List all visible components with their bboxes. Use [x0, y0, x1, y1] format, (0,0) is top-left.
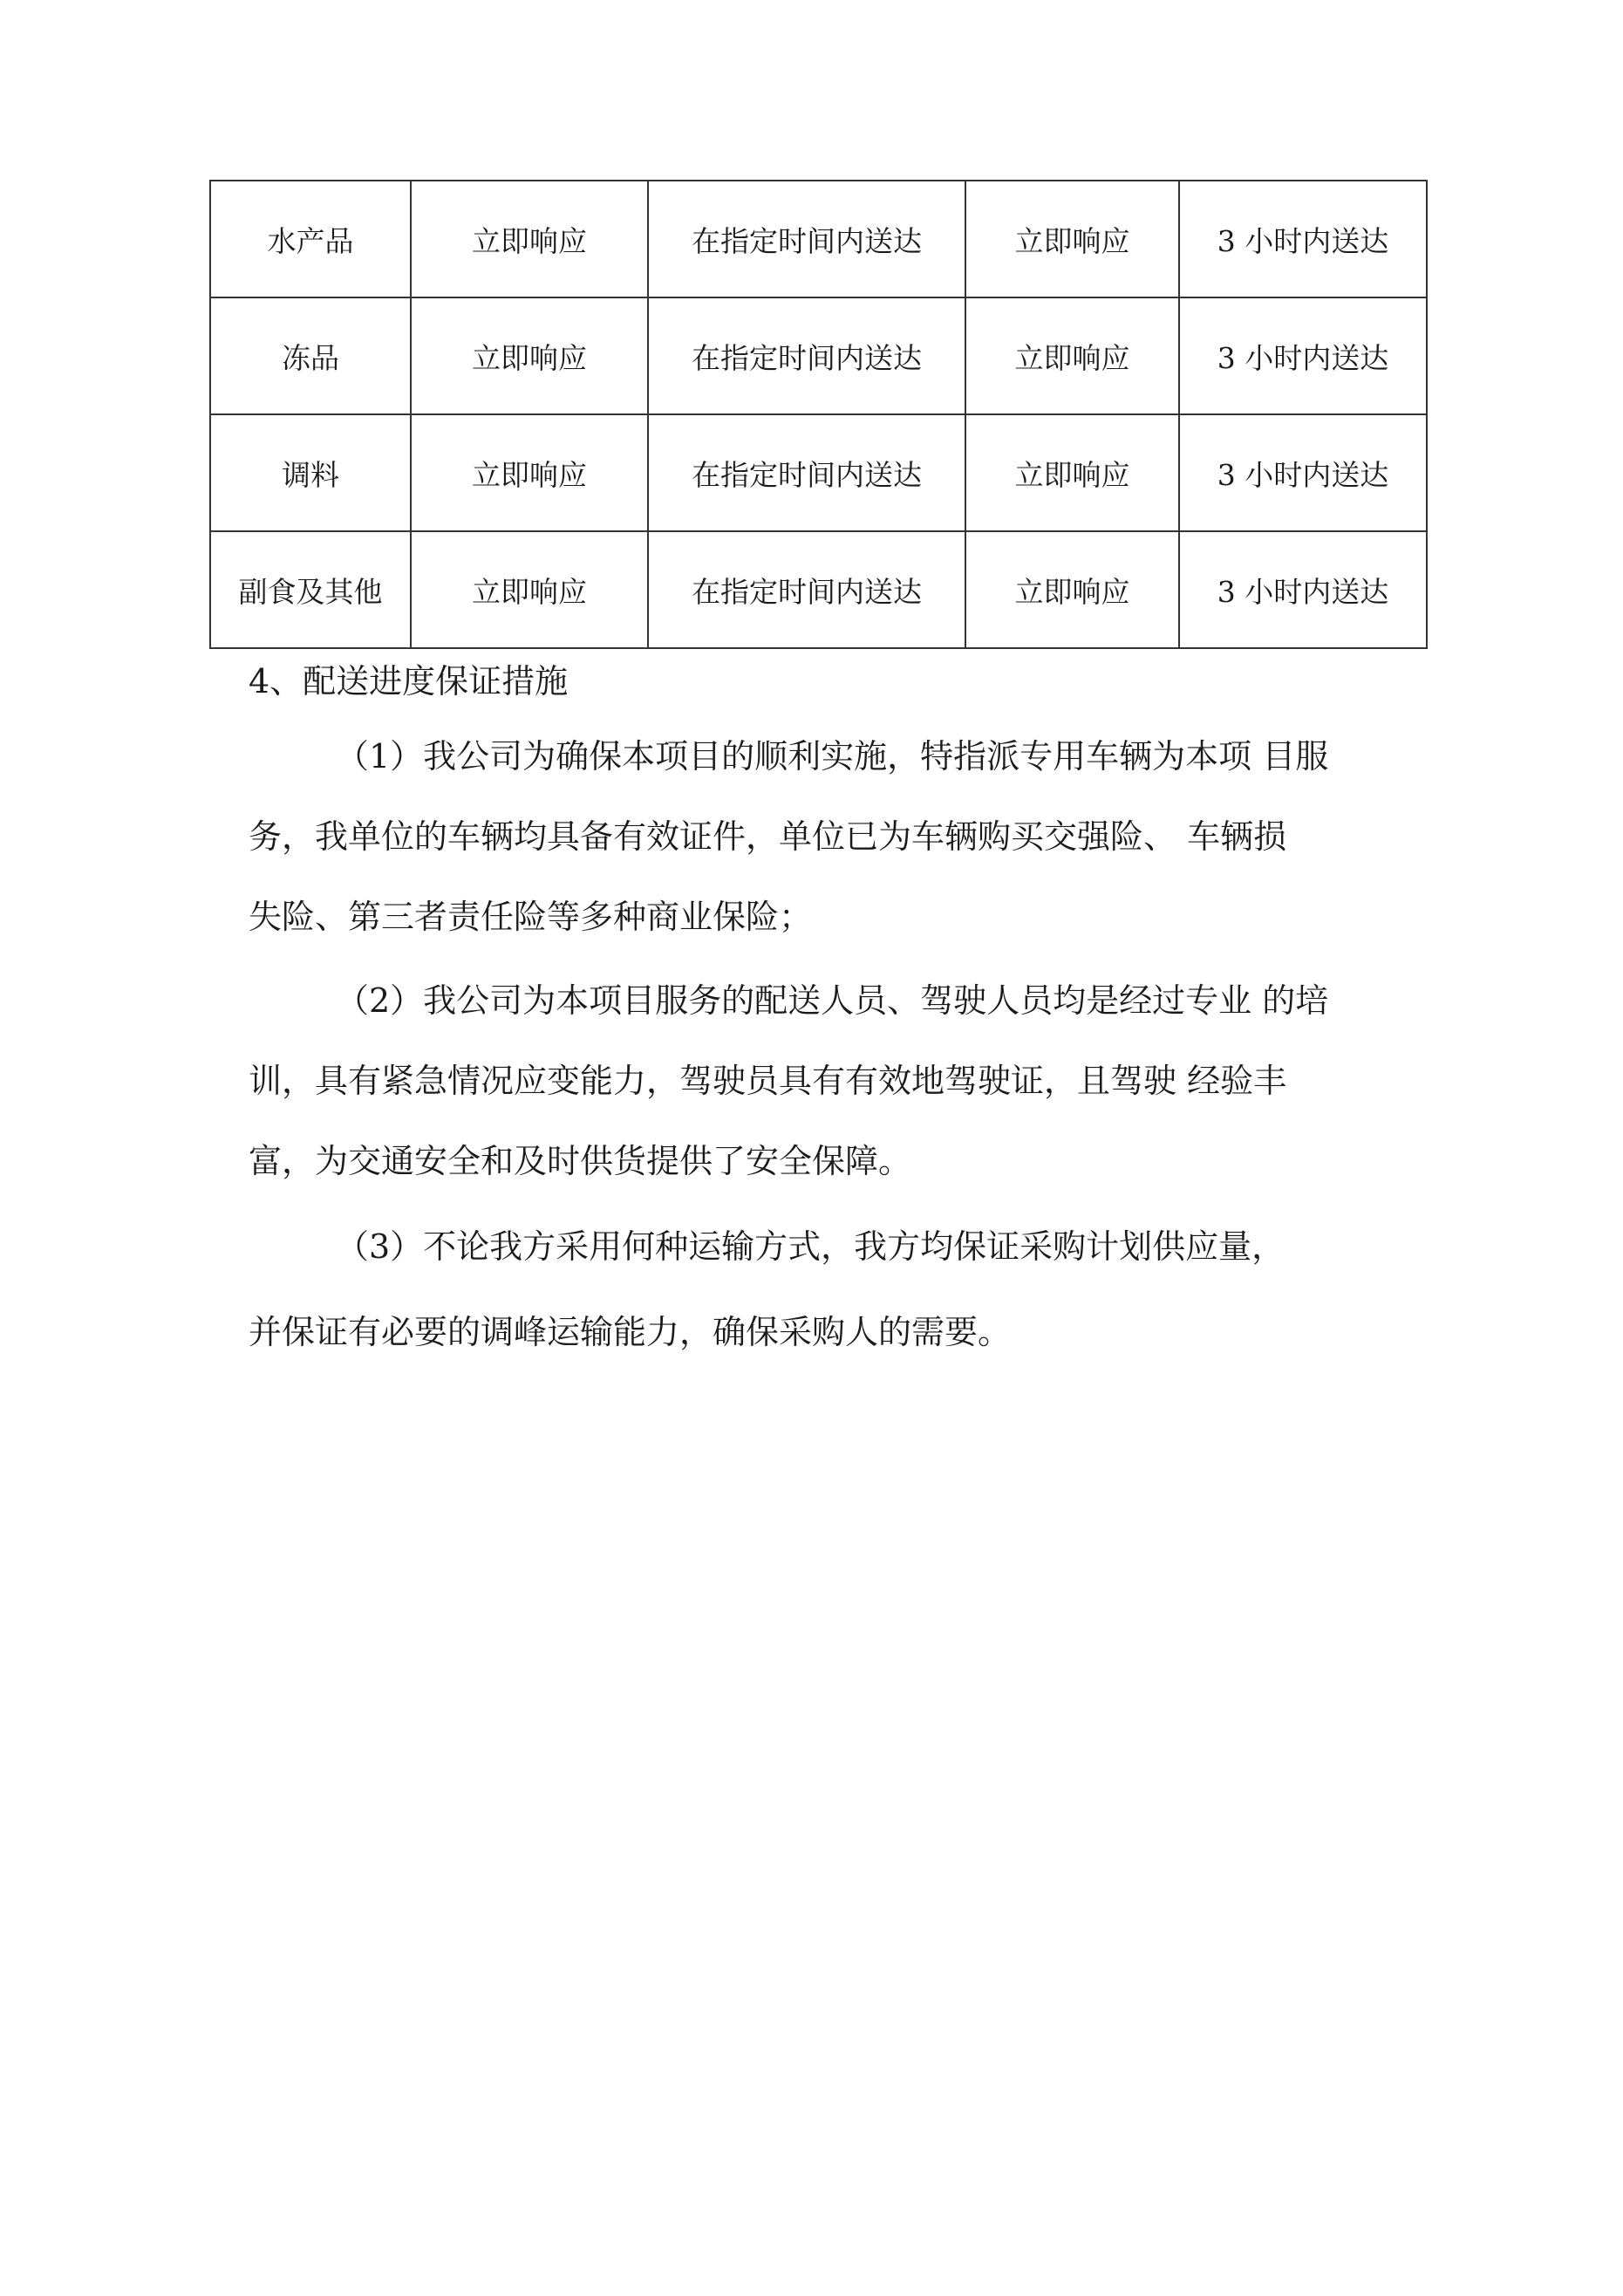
table-cell: 立即响应 [965, 297, 1179, 414]
table-cell: 在指定时间内送达 [648, 181, 965, 297]
section-heading: 4、配送进度保证措施 [249, 662, 569, 700]
paragraph-2 [249, 975, 1430, 1186]
paragraph-line: 富，为交通安全和及时供货提供了安全保障。 [249, 1142, 912, 1180]
table-cell: 在指定时间内送达 [648, 414, 965, 531]
table-row [210, 297, 1427, 414]
paragraph-line: 失险、第三者责任险等多种商业保险； [249, 898, 813, 936]
table-cell: 立即响应 [965, 531, 1179, 648]
table-row [210, 414, 1427, 531]
table-cell: 立即响应 [411, 297, 648, 414]
table-row [210, 531, 1427, 648]
paragraph-3 [249, 1221, 1430, 1357]
table-cell: 3 小时内送达 [1179, 531, 1427, 648]
table-cell: 在指定时间内送达 [648, 297, 965, 414]
table-row [210, 181, 1427, 297]
table-cell: 3 小时内送达 [1179, 414, 1427, 531]
paragraph-1 [249, 731, 1430, 942]
table-cell: 立即响应 [965, 181, 1179, 297]
paragraph-line: 并保证有必要的调峰运输能力，确保采购人的需要。 [249, 1313, 1012, 1351]
table-cell-category: 冻品 [210, 297, 411, 414]
paragraph-line: （3）不论我方采用何种运输方式，我方均保证采购计划供应量， [336, 1227, 1285, 1266]
delivery-schedule-table [209, 180, 1428, 649]
table-cell: 立即响应 [965, 414, 1179, 531]
table-cell: 在指定时间内送达 [648, 531, 965, 648]
table-cell-category: 水产品 [210, 181, 411, 297]
table-cell: 3 小时内送达 [1179, 181, 1427, 297]
table-cell: 立即响应 [411, 181, 648, 297]
paragraph-line: （2）我公司为本项目服务的配送人员、驾驶人员均是经过专业 的培 [336, 981, 1329, 1020]
table-cell: 3 小时内送达 [1179, 297, 1427, 414]
table-cell-category: 副食及其他 [210, 531, 411, 648]
paragraph-line: 训，具有紧急情况应变能力，驾驶员具有有效地驾驶证，且驾驶 经验丰 [249, 1062, 1287, 1100]
table-cell: 立即响应 [411, 531, 648, 648]
paragraph-line: （1）我公司为确保本项目的顺利实施，特指派专用车辆为本项 目服 [336, 737, 1329, 776]
table-cell-category: 调料 [210, 414, 411, 531]
paragraph-line: 务，我单位的车辆均具备有效证件，单位已为车辆购买交强险、 车辆损 [249, 817, 1287, 856]
table-cell: 立即响应 [411, 414, 648, 531]
